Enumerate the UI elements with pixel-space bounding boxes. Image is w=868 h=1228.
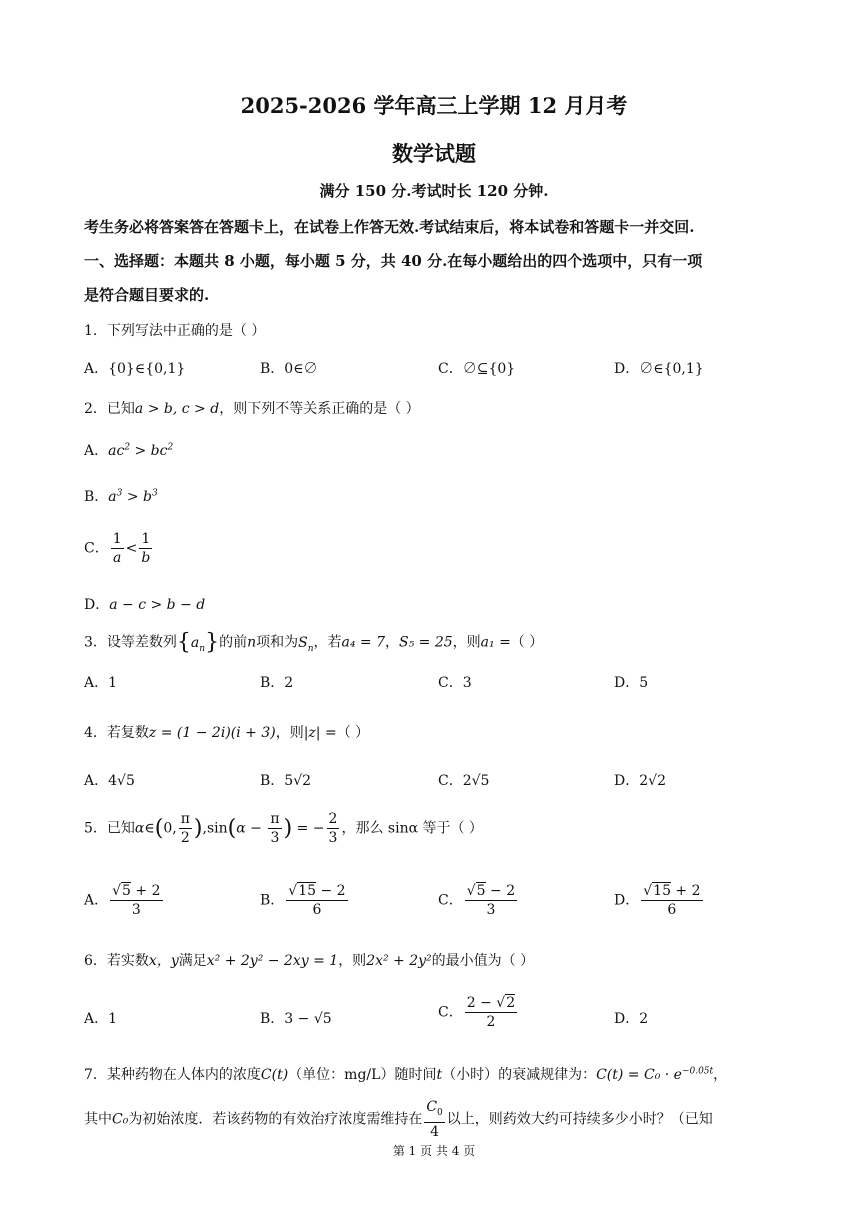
q6-option-a: A．1 — [84, 1011, 118, 1027]
q4-option-c: C．2√5 — [438, 773, 490, 789]
question-3-stem: 3．设等差数列$\{a_n\}$的前n项和为$S_n$，若a₄ = 7，S₅ = 25，则a₁ =（ ） — [84, 630, 544, 655]
question-6-stem: 6．若实数x，y满足x² + 2y² − 2xy = 1，则2x² + 2y²的最小值为（ ） — [84, 953, 535, 969]
q1-option-b: B．0∈∅ — [260, 361, 318, 377]
question-7-line-2: 其中C₀为初始浓度．若该药物的有效治疗浓度需维持在 $\frac{C_0}{4}$ 以上，则药效大约可持续多少小时？（已知 — [84, 1099, 713, 1140]
question-4-stem: 4．若复数z = (1 − 2i)(i + 3)，则|z| =（ ） — [84, 725, 370, 741]
q4-option-a: A．4√5 — [84, 773, 135, 789]
q1-option-d: D．∅∈{0,1} — [614, 361, 704, 377]
q2-condition: a > b, c > d — [134, 401, 220, 417]
q6-option-b: B．3 − √5 — [260, 1011, 332, 1027]
q5-option-d: D． $\frac{√15 + 2}{6}$ — [614, 883, 701, 918]
q1-option-c: C．∅⊆{0} — [438, 361, 516, 377]
q3-option-a: A．1 — [84, 675, 118, 691]
q6-option-c: C． $\frac{2 - √2}{2}$ — [438, 995, 516, 1030]
q2-option-c: C． $\frac{1}{a}$ < $\frac{1}{b}$ — [84, 531, 151, 566]
exam-instruction: 考生务必将答案答在答题卡上，在试卷上作答无效.考试结束后，将本试卷和答题卡一并交回. — [84, 218, 695, 236]
q2-option-b: B．$a^3 > b^3$ — [84, 488, 158, 505]
q3-option-c: C．3 — [438, 675, 472, 691]
q5-option-a: A． $\frac{√5 + 2}{3}$ — [84, 883, 161, 918]
q2-option-d: D．a − c > b − d — [84, 597, 206, 613]
page-footer: 第 1 页 共 4 页 — [392, 1144, 476, 1158]
q3-option-d: D．5 — [614, 675, 649, 691]
question-1-stem: 1．下列写法中正确的是（ ） — [84, 323, 266, 339]
q3-option-b: B．2 — [260, 675, 294, 691]
question-7-line-1: 7．某种药物在人体内的浓度C(t)（单位：mg/L）随时间t（小时）的衰减规律为：$C(t) = C_0 \cdot e^{-0.05t}$， — [84, 1066, 728, 1083]
score-info: 满分 150 分.考试时长 120 分钟. — [319, 182, 549, 200]
exam-title: 2025-2026 学年高三上学期 12 月月考 — [240, 93, 628, 118]
section-heading-cont: 是符合题目要求的. — [84, 286, 210, 304]
q4-option-b: B．5√2 — [260, 773, 312, 789]
question-2-stem — [84, 398, 420, 418]
section-heading: 一、选择题：本题共 8 小题，每小题 5 分，共 40 分.在每小题给出的四个选项中，只有一项 — [84, 252, 703, 270]
q2-rest: ，则下列不等关系正确的是（ ） — [219, 401, 420, 417]
q6-option-d: D．2 — [614, 1011, 649, 1027]
q1-option-a: A．{0}∈{0,1} — [84, 361, 186, 377]
q5-option-c: C． $\frac{√5 - 2}{3}$ — [438, 883, 516, 918]
question-5-stem: 5．已知α∈(0, $\frac{\pi}{2}$ ),sin(α − $\frac{\pi}{3}$ ) = − $\frac{2}{3}$ ，那么 sinα 等于（ ） — [84, 811, 483, 846]
q4-option-d: D．2√2 — [614, 773, 666, 789]
q2-option-a: A．$ac^2 > bc^2$ — [84, 442, 174, 459]
exam-subject: 数学试题 — [392, 141, 476, 166]
q2-num: 2．已知 — [84, 401, 135, 417]
q5-option-b: B． $\frac{√15 - 2}{6}$ — [260, 883, 346, 918]
